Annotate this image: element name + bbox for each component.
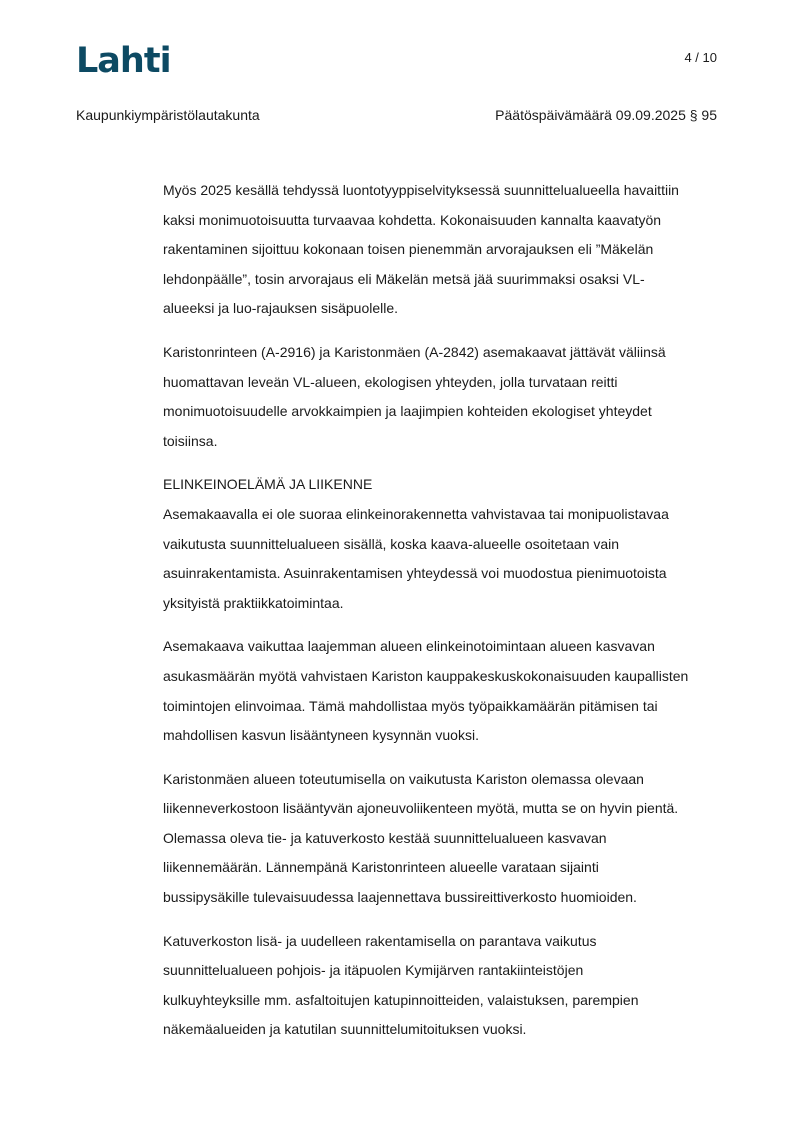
text-line: monimuotoisuudelle arvokkaimpien ja laajimpien kohteiden ekologiset yhteydet bbox=[163, 403, 652, 420]
page-number: 4 / 10 bbox=[684, 50, 717, 65]
text-line: mahdollisen kasvun lisääntyneen kysynnän vuoksi. bbox=[163, 727, 479, 744]
text-line: kulkuyhteyksille mm. asfaltoitujen katupinnoitteiden, valaistuksen, parempien bbox=[163, 991, 639, 1008]
text-line: vaikutusta suunnittelualueen sisällä, koska kaava-alueelle osoitetaan vain bbox=[163, 535, 620, 552]
decision-date-section: Päätöspäivämäärä 09.09.2025 § 95 bbox=[495, 107, 717, 123]
text-line: liikenneverkostoon lisääntyvän ajoneuvoliikenteen myötä, mutta se on hyvin pientä. bbox=[163, 800, 679, 817]
text-line: yksityistä praktiikkatoimintaa. bbox=[163, 594, 344, 611]
text-line: toisiinsa. bbox=[163, 432, 218, 449]
text-line: huomattavan leveän VL-alueen, ekologisen yhteyden, jolla turvataan reitti bbox=[163, 373, 618, 390]
text-line: bussipysäkille tulevaisuudessa laajennettava bussireittiverkosto huomioiden. bbox=[163, 889, 637, 906]
committee-name: Kaupunkiympäristölautakunta bbox=[76, 107, 260, 123]
text-line: Karistonrinteen (A-2916) ja Karistonmäen (A-2842) asemakaavat jättävät väliinsä bbox=[163, 343, 666, 360]
text-line: rakentaminen sijoittuu kokonaan toisen pienemmän arvorajauksen eli ”Mäkelän bbox=[163, 241, 654, 258]
section-heading-business-traffic: ELINKEINOELÄMÄ JA LIIKENNE bbox=[163, 476, 373, 493]
text-line: Asemakaavalla ei ole suoraa elinkeinorakennetta vahvistavaa tai monipuolistavaa bbox=[163, 505, 669, 522]
text-line: Olemassa oleva tie- ja katuverkosto kestää suunnittelualueen kasvavan bbox=[163, 829, 607, 846]
text-line: lehdonpäälle”, tosin arvorajaus eli Mäkelän metsä jää suurimmaksi osaksi VL- bbox=[163, 270, 645, 287]
text-line: näkemäalueiden ja katutilan suunnittelumitoituksen vuoksi. bbox=[163, 1021, 527, 1038]
lahti-logo: Lahti bbox=[76, 41, 171, 81]
text-line: Asemakaava vaikuttaa laajemman alueen elinkeinotoimintaan alueen kasvavan bbox=[163, 638, 655, 655]
text-line: suunnittelualueen pohjois- ja itäpuolen Kymijärven rantakiinteistöjen bbox=[163, 962, 584, 979]
text-line: toimintojen elinvoimaa. Tämä mahdollistaa myös työpaikkamäärän pitämisen tai bbox=[163, 697, 658, 714]
text-line: asukasmäärän myötä vahvistaen Kariston kauppakeskuskokonaisuuden kaupallisten bbox=[163, 667, 689, 684]
text-line: asuinrakentamista. Asuinrakentamisen yhteydessä voi muodostua pienimuotoista bbox=[163, 565, 667, 582]
paragraph-street-network bbox=[163, 927, 723, 1045]
text-line: liikennemäärän. Lännempänä Karistonrinteen alueelle varataan sijainti bbox=[163, 859, 599, 876]
paragraph-traffic-network bbox=[163, 765, 723, 913]
text-line: kaksi monimuotoisuutta turvaavaa kohdetta. Kokonaisuuden kannalta kaavatyön bbox=[163, 211, 662, 228]
document-body bbox=[163, 176, 723, 1059]
paragraph-ecological-connection bbox=[163, 338, 723, 456]
paragraph-business-structure bbox=[163, 500, 723, 618]
text-line: Myös 2025 kesällä tehdyssä luontotyyppiselvityksessä suunnittelualueella havaittiin bbox=[163, 182, 679, 198]
text-line: Karistonmäen alueen toteutumisella on vaikutusta Kariston olemassa olevaan bbox=[163, 770, 644, 787]
paragraph-business-impact bbox=[163, 632, 723, 750]
text-line: Katuverkoston lisä- ja uudelleen rakentamisella on parantava vaikutus bbox=[163, 932, 597, 949]
paragraph-nature-survey bbox=[163, 176, 723, 324]
text-line: alueeksi ja luo-rajauksen sisäpuolelle. bbox=[163, 300, 399, 317]
